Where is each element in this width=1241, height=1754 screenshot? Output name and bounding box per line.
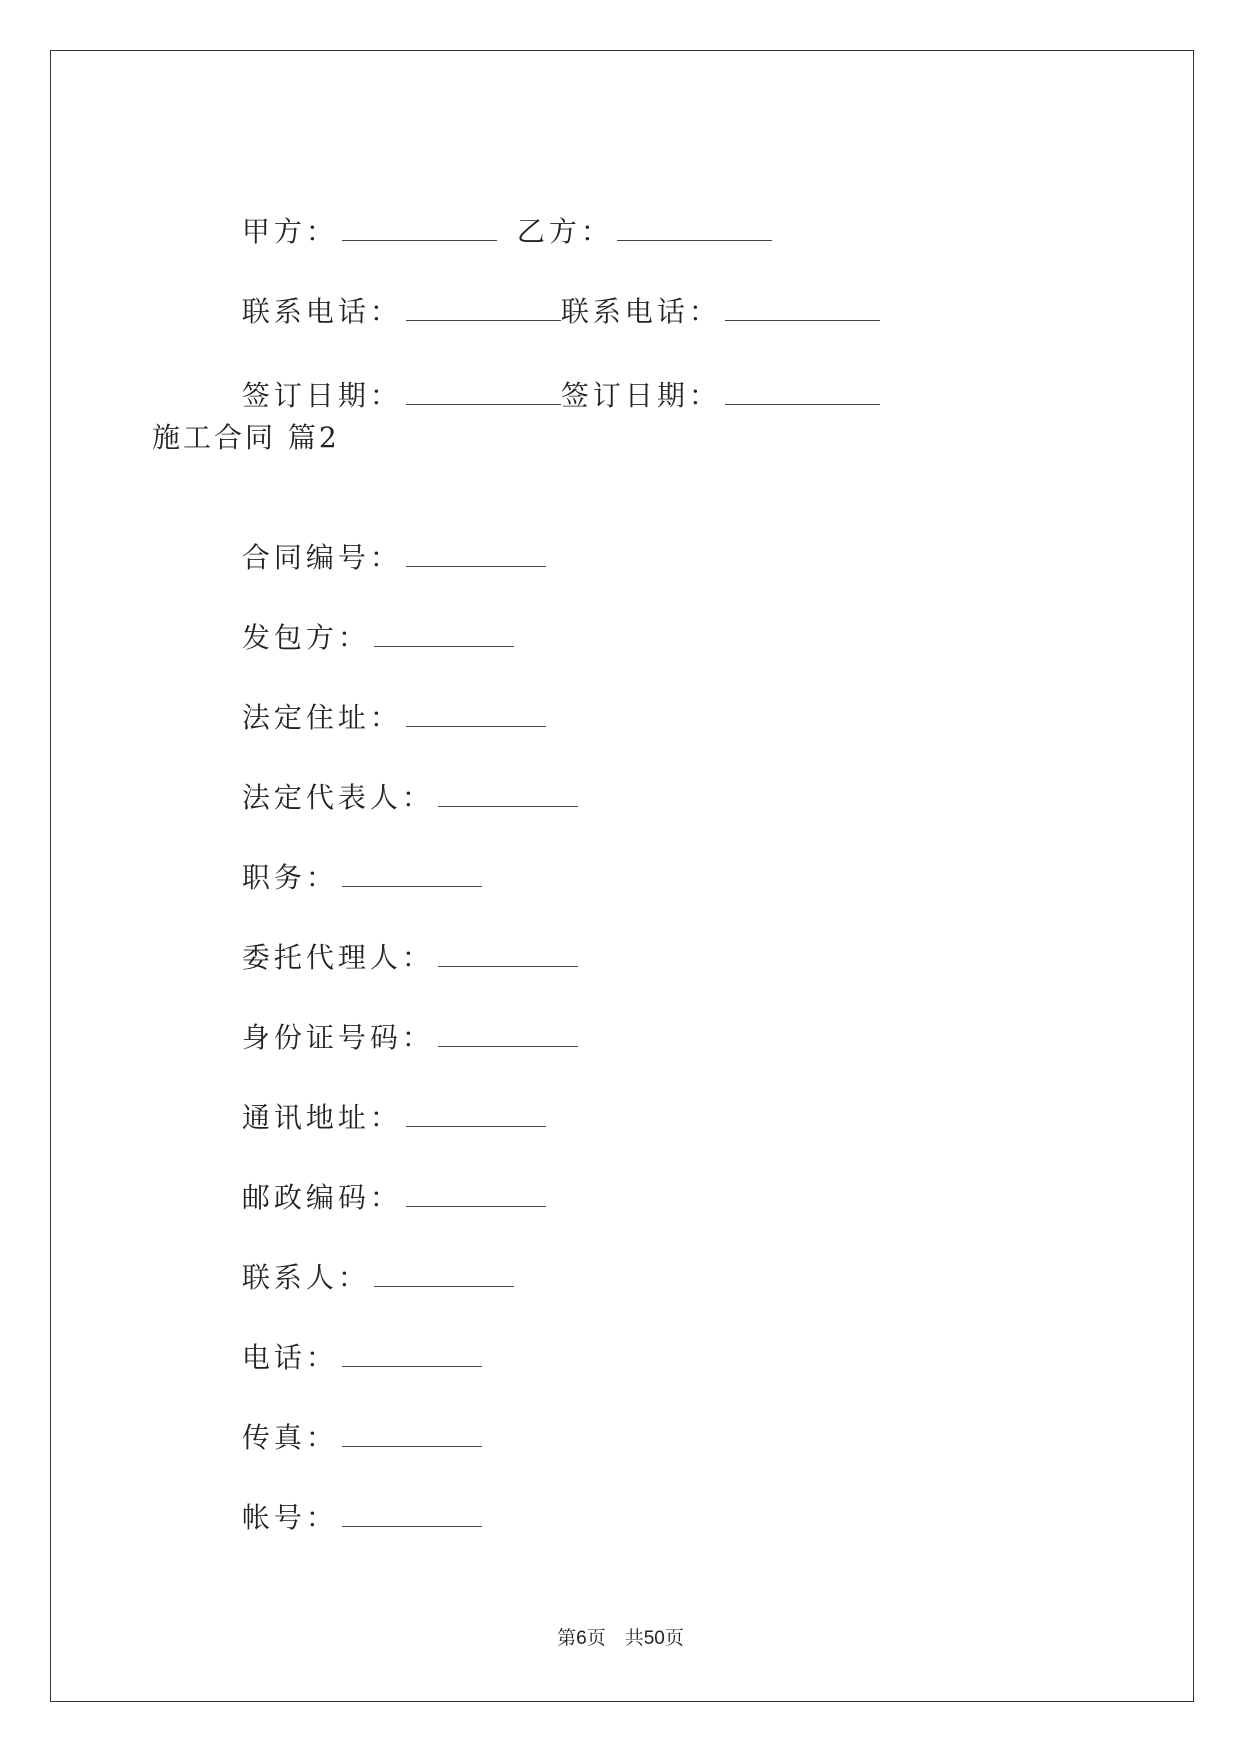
party-b-label: 乙方： <box>516 215 613 248</box>
field-blank[interactable] <box>342 1338 482 1367</box>
field-label: 电话： <box>241 1341 338 1374</box>
field-blank[interactable] <box>438 778 578 807</box>
field-label: 邮政编码： <box>241 1181 402 1214</box>
field-blank[interactable] <box>342 1498 482 1527</box>
party-b-blank[interactable] <box>617 212 772 241</box>
field-blank[interactable] <box>374 1258 514 1287</box>
field-label: 联系人： <box>241 1261 370 1294</box>
field-label: 法定代表人： <box>241 781 434 814</box>
field-row <box>216 1378 482 1458</box>
field-blank[interactable] <box>438 938 578 967</box>
signature-row-phone <box>216 252 880 332</box>
party-a-blank[interactable] <box>342 212 497 241</box>
field-blank[interactable] <box>406 1098 546 1127</box>
field-row <box>216 1218 514 1298</box>
field-row <box>216 898 578 978</box>
field-label: 合同编号： <box>241 541 402 574</box>
field-label: 职务： <box>241 861 338 894</box>
field-row <box>216 498 546 578</box>
field-row <box>216 1138 546 1218</box>
field-label: 委托代理人： <box>241 941 434 974</box>
field-label: 身份证号码： <box>241 1021 434 1054</box>
party-a-label: 甲方： <box>241 215 338 248</box>
footer-mid: 页 共 <box>586 1627 644 1649</box>
field-row <box>216 978 578 1058</box>
phone-b-blank[interactable] <box>725 292 880 321</box>
field-row <box>216 1458 482 1538</box>
signature-row-date <box>216 336 880 416</box>
signature-row-party <box>216 172 772 252</box>
date-b-label: 签订日期： <box>560 379 721 412</box>
footer-suffix: 页 <box>664 1627 684 1649</box>
page-footer <box>0 1626 1241 1651</box>
phone-b-label: 联系电话： <box>560 295 721 328</box>
date-a-label: 签订日期： <box>241 379 402 412</box>
field-row <box>216 1298 482 1378</box>
field-row <box>216 818 482 898</box>
footer-page-number: 6 <box>576 1628 587 1649</box>
field-row <box>216 578 514 658</box>
field-blank[interactable] <box>438 1018 578 1047</box>
field-blank[interactable] <box>406 1178 546 1207</box>
field-blank[interactable] <box>374 618 514 647</box>
phone-a-label: 联系电话： <box>241 295 402 328</box>
field-label: 通讯地址： <box>241 1101 402 1134</box>
section-title: 施工合同 篇2 <box>152 421 340 454</box>
date-a-blank[interactable] <box>406 376 561 405</box>
field-label: 传真： <box>241 1421 338 1454</box>
field-row <box>216 1058 546 1138</box>
field-blank[interactable] <box>342 1418 482 1447</box>
field-blank[interactable] <box>342 858 482 887</box>
field-row <box>216 658 546 738</box>
field-row <box>216 738 578 818</box>
phone-a-blank[interactable] <box>406 292 561 321</box>
field-label: 法定住址： <box>241 701 402 734</box>
field-label: 帐号： <box>241 1501 338 1534</box>
date-b-blank[interactable] <box>725 376 880 405</box>
footer-prefix: 第 <box>557 1627 577 1649</box>
field-blank[interactable] <box>406 698 546 727</box>
field-blank[interactable] <box>406 538 546 567</box>
footer-total-pages: 50 <box>643 1628 665 1649</box>
field-label: 发包方： <box>241 621 370 654</box>
